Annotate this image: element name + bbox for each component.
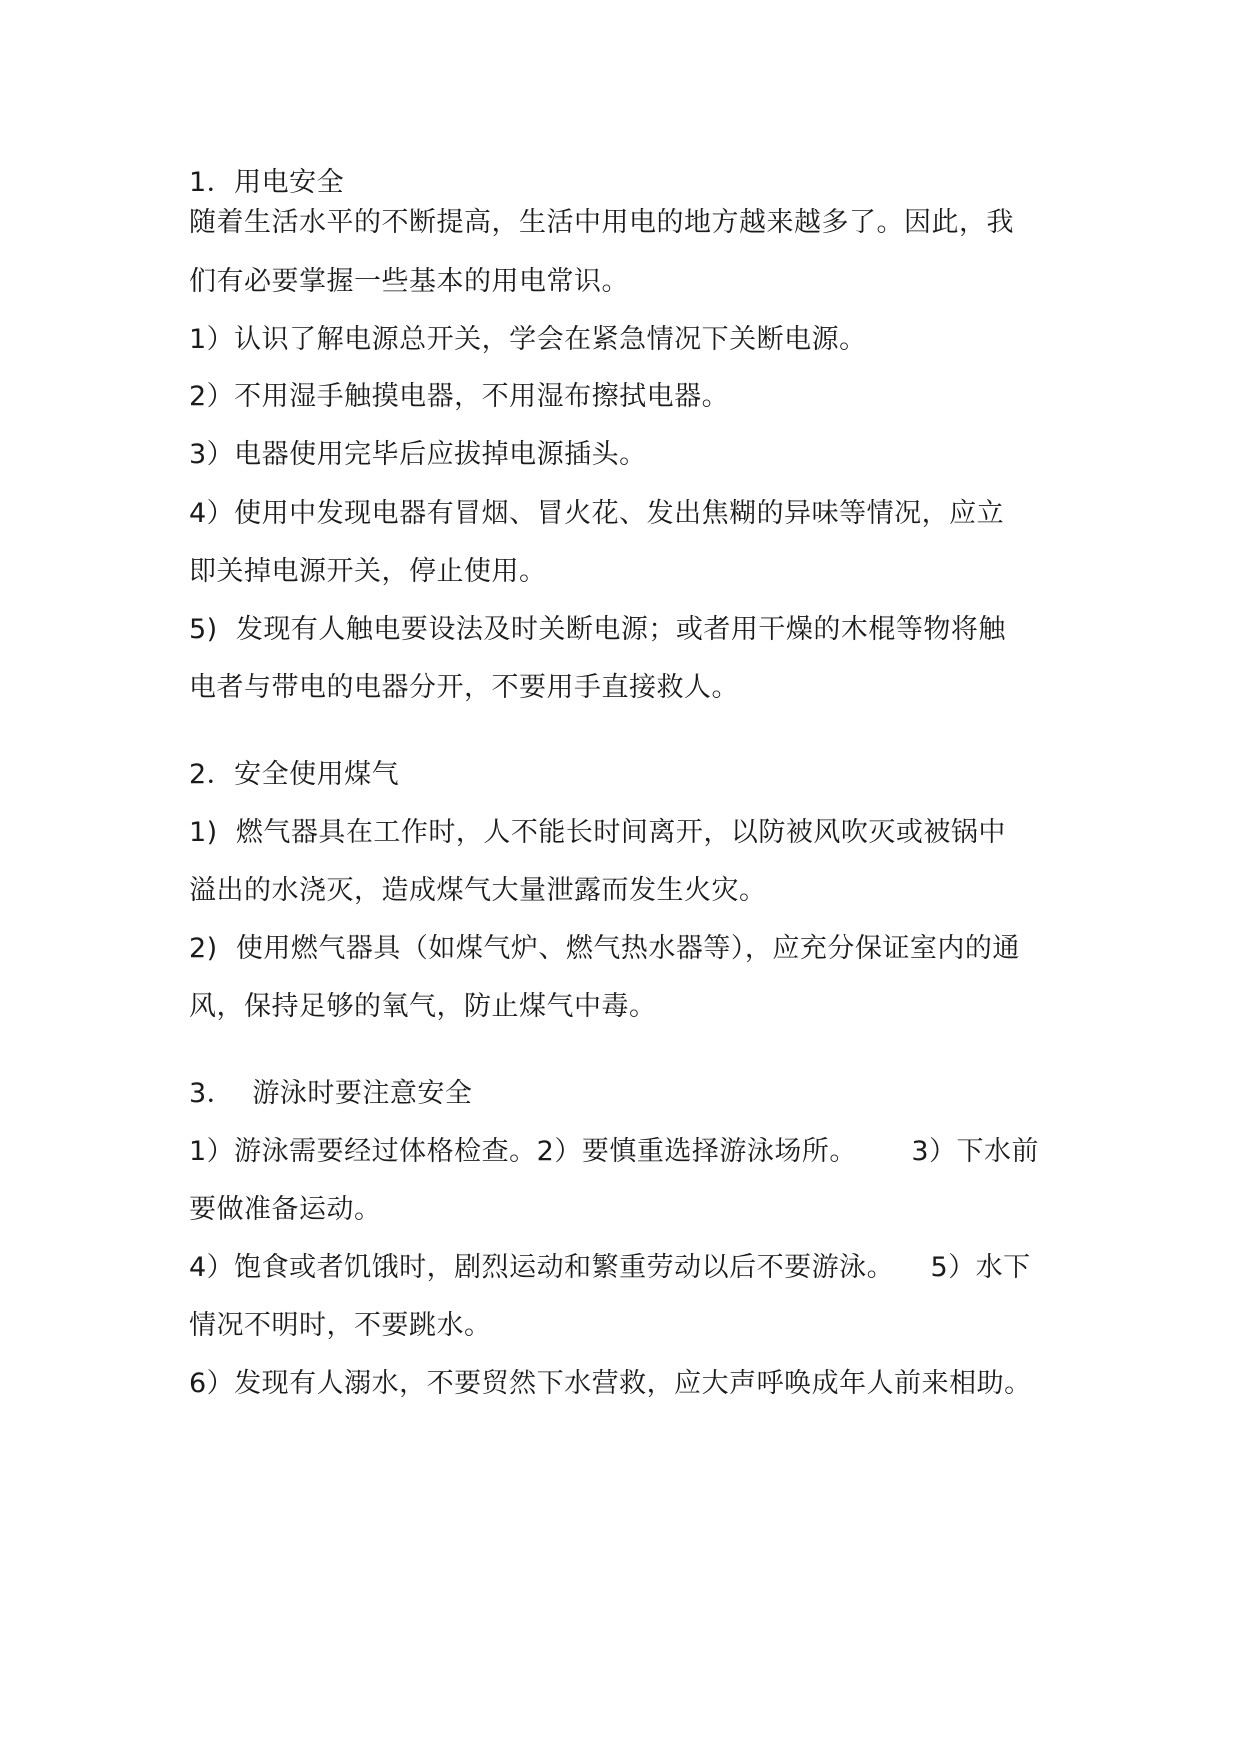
section-3-line: 情况不明时，不要跳水。 [189, 1310, 492, 1341]
section-1-heading: 1．用电安全 [189, 167, 345, 198]
section-1-item: 3）电器使用完毕后应拔掉电源插头。 [189, 439, 647, 470]
section-1-line: 随着生活水平的不断提高，生活中用电的地方越来越多了。因此，我 [189, 207, 1014, 238]
section-3-item: 6）发现有人溺水，不要贸然下水营救，应大声呼唤成年人前来相助。 [189, 1368, 1032, 1399]
section-3-item: 4）饱食或者饥饿时，剧烈运动和繁重劳动以后不要游泳。 5）水下 [189, 1252, 1031, 1283]
section-2-line: 风，保持足够的氧气，防止煤气中毒。 [189, 991, 657, 1022]
section-1-item: 2）不用湿手触摸电器，不用湿布擦拭电器。 [189, 381, 730, 412]
section-3-item: 1）游泳需要经过体格检查。2）要慎重选择游泳场所。 3）下水前 [189, 1136, 1040, 1167]
section-1-line: 们有必要掌握一些基本的用电常识。 [189, 266, 629, 297]
section-2-heading: 2．安全使用煤气 [189, 759, 400, 790]
section-1-line: 即关掉电源开关，停止使用。 [189, 556, 547, 587]
section-2-item: 1) 燃气器具在工作时，人不能长时间离开，以防被风吹灭或被锅中 [189, 817, 1006, 848]
section-1-item: 5) 发现有人触电要设法及时关断电源；或者用干燥的木棍等物将触 [189, 614, 1006, 645]
section-2-item: 2) 使用燃气器具（如煤气炉、燃气热水器等），应充分保证室内的通 [189, 933, 1020, 964]
section-2-line: 溢出的水浇灭，造成煤气大量泄露而发生火灾。 [189, 875, 767, 906]
section-1-line: 电者与带电的电器分开，不要用手直接救人。 [189, 672, 739, 703]
section-1-item: 4）使用中发现电器有冒烟、冒火花、发出焦糊的异味等情况，应立 [189, 498, 1005, 529]
section-3-heading: 3． 游泳时要注意安全 [189, 1078, 473, 1109]
section-3-line: 要做准备运动。 [189, 1194, 382, 1225]
section-1-item: 1）认识了解电源总开关，学会在紧急情况下关断电源。 [189, 324, 867, 355]
